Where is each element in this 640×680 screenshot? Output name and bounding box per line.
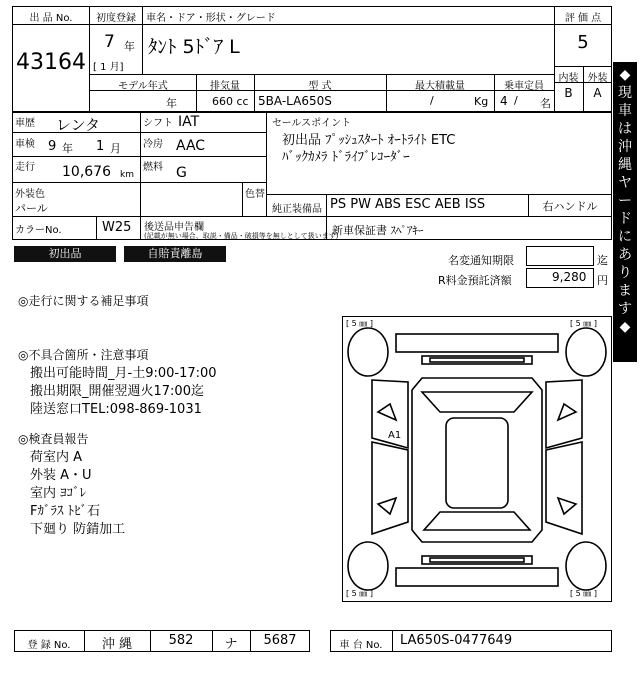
mileage-label: 走行 (15, 162, 35, 173)
registration-label: 登 録 No. (27, 640, 71, 651)
yard-location-char: り (618, 265, 632, 281)
color-no-label: カラーNo. (15, 225, 62, 236)
supplement-heading: ◎走行に関する補足事項 (18, 294, 149, 308)
yard-location-char: ま (618, 283, 632, 299)
displacement-value: 660 cc (212, 95, 249, 108)
deadline-label: 名変通知期限 (448, 254, 514, 267)
chassis-value: LA650S-0477649 (400, 633, 513, 648)
score-label: 評 価 点 (564, 13, 602, 24)
equipment-label: 純正装備品 (272, 204, 322, 215)
first-reg-year-unit: 年 (124, 40, 135, 53)
yard-location-char: 縄 (618, 157, 632, 173)
lot-number: 43164 (16, 50, 86, 75)
self-export-badge: 自賠責離島 (124, 246, 226, 262)
history-label: 車歴 (15, 118, 35, 129)
capacity-label: 乗車定員 (504, 81, 544, 92)
handle-value: 右ハンドル (542, 200, 598, 213)
inspection-year: 9 (48, 139, 57, 154)
yard-location-char: ー (618, 193, 632, 209)
inspection-month-unit: 月 (110, 142, 121, 155)
recycle-value: 9,280 (552, 270, 587, 284)
first-reg-month: [ 1 月] (93, 62, 124, 73)
ac-label: 冷房 (143, 139, 163, 150)
warranty-value: 新車保証書 ｽﾍﾟｱｷｰ (332, 224, 424, 237)
car-name-label: 車名・ドア・形状・グレード (146, 13, 276, 24)
sales-point-line1: 初出品 ﾌﾟｯｼｭｽﾀｰﾄ ｵｰﾄﾗｲﾄ ETC (282, 133, 456, 148)
registration-number: 5687 (263, 633, 297, 648)
damage-mark-a1: A1 (388, 430, 402, 441)
interior-grade: B (564, 86, 573, 100)
exterior-label: 外装 (587, 73, 608, 84)
inspector-line-5: 下廻り 防錆加工 (30, 522, 126, 537)
model-year-label: モデル年式 (118, 81, 168, 92)
max-load-value: / (430, 94, 434, 107)
type-label: 型 式 (308, 81, 332, 92)
inspector-heading: ◎検査員報告 (18, 432, 89, 446)
shift-value: IAT (178, 114, 200, 130)
ac-value: AAC (176, 138, 206, 154)
score-value: 5 (577, 32, 589, 53)
capacity-value: 4 (500, 94, 508, 108)
chassis-label: 車 台 No. (339, 640, 383, 651)
defect-line-1: 搬出可能時間_月-土9:00-17:00 (30, 366, 217, 381)
yard-location-banner (613, 62, 637, 362)
wheel-rear-left (348, 542, 388, 590)
defects-heading: ◎不具合箇所・注意事項 (18, 348, 149, 362)
tire-depth-front-right: [ 5 ㎜ ] (570, 319, 597, 328)
wheel-rear-right (566, 542, 606, 590)
yard-location-text (613, 66, 637, 336)
yard-location-char: ◆ (619, 319, 631, 335)
inspection-year-unit: 年 (62, 142, 73, 155)
yard-location-char: ヤ (618, 175, 632, 191)
sales-point-line2: ﾊﾞｯｸｶﾒﾗ ﾄﾞﾗｲﾌﾞﾚｺｰﾀﾞｰ (282, 150, 410, 165)
sales-point-label: セールスポイント (272, 118, 352, 129)
recycle-label: R料金預託済額 (438, 274, 512, 287)
inspector-line-4: Fｶﾞﾗｽ ﾄﾋﾞ石 (30, 504, 101, 519)
equipment-value: PS PW ABS ESC AEB ISS (330, 197, 486, 212)
tire-depth-front-left: [ 5 ㎜ ] (346, 319, 373, 328)
shift-label: シフト (143, 118, 173, 129)
first-listing-badge: 初出品 (14, 246, 116, 262)
fuel-label: 燃料 (143, 162, 163, 173)
defect-line-2: 搬出期限_開催翌週火17:00迄 (30, 384, 204, 399)
yard-location-char: に (618, 229, 632, 245)
owner-declaration-label: 後送品申告欄 (144, 222, 204, 233)
car-name: ﾀﾝﾄ 5ﾄﾞｱ L (148, 36, 240, 58)
history-value: レンタ (56, 116, 101, 134)
first-reg-label: 初度登録 (96, 13, 136, 24)
yard-location-char: あ (618, 247, 632, 263)
registration-kana: ナ (224, 637, 238, 652)
exterior-grade: A (593, 86, 602, 100)
inspector-line-1: 荷室内 A (30, 450, 83, 465)
capacity-separator: / (514, 94, 518, 107)
car-outline (342, 316, 612, 602)
mileage-value: 10,676 (62, 164, 111, 180)
max-load-label: 最大積載量 (415, 81, 465, 92)
recycle-unit: 円 (597, 274, 608, 287)
yard-location-char: ド (618, 211, 632, 227)
fuel-value: G (176, 165, 187, 181)
yard-location-char: 現 (618, 85, 632, 101)
max-load-unit: Kg (474, 95, 489, 108)
capacity-unit: 名 (540, 97, 551, 110)
color-no-value: W25 (102, 220, 132, 235)
first-reg-year: 7 (104, 32, 115, 52)
registration-area: 沖 縄 (101, 637, 133, 652)
exterior-color-label: 外装色 (15, 189, 45, 200)
registration-class: 582 (168, 633, 194, 648)
type-value: 5BA-LA650S (258, 94, 332, 108)
mileage-unit: km (120, 170, 134, 180)
interior-label: 内装 (558, 73, 579, 84)
defect-line-3: 陸送窓口TEL:098-869-1031 (30, 402, 202, 417)
yard-location-char: は (618, 121, 632, 137)
owner-declaration-note: (記載が無い場合、取説・備品・破損等を無しとして扱います) (144, 232, 339, 240)
color-change-label: 色替 (245, 189, 265, 200)
displacement-label: 排気量 (210, 81, 240, 92)
wheel-front-right (566, 328, 606, 376)
yard-location-char: 沖 (618, 139, 632, 155)
exterior-color-value: パール (15, 202, 48, 215)
inspector-line-2: 外装 A・U (30, 468, 92, 483)
deadline-unit: 迄 (597, 254, 608, 267)
lot-label: 出 品 No. (29, 13, 73, 24)
inspector-line-3: 室内 ﾖｺﾞﾚ (30, 486, 87, 501)
wheel-front-left (348, 328, 388, 376)
tire-depth-rear-left: [ 5 ㎜ ] (346, 589, 373, 598)
deadline-box (526, 246, 594, 266)
inspection-month: 1 (96, 139, 105, 154)
yard-location-char: ◆ (619, 67, 631, 83)
model-year-unit: 年 (166, 97, 177, 110)
yard-location-char: 車 (618, 103, 632, 119)
yard-location-char: す (618, 301, 632, 317)
inspection-label: 車検 (15, 139, 35, 150)
tire-depth-rear-right: [ 5 ㎜ ] (570, 589, 597, 598)
